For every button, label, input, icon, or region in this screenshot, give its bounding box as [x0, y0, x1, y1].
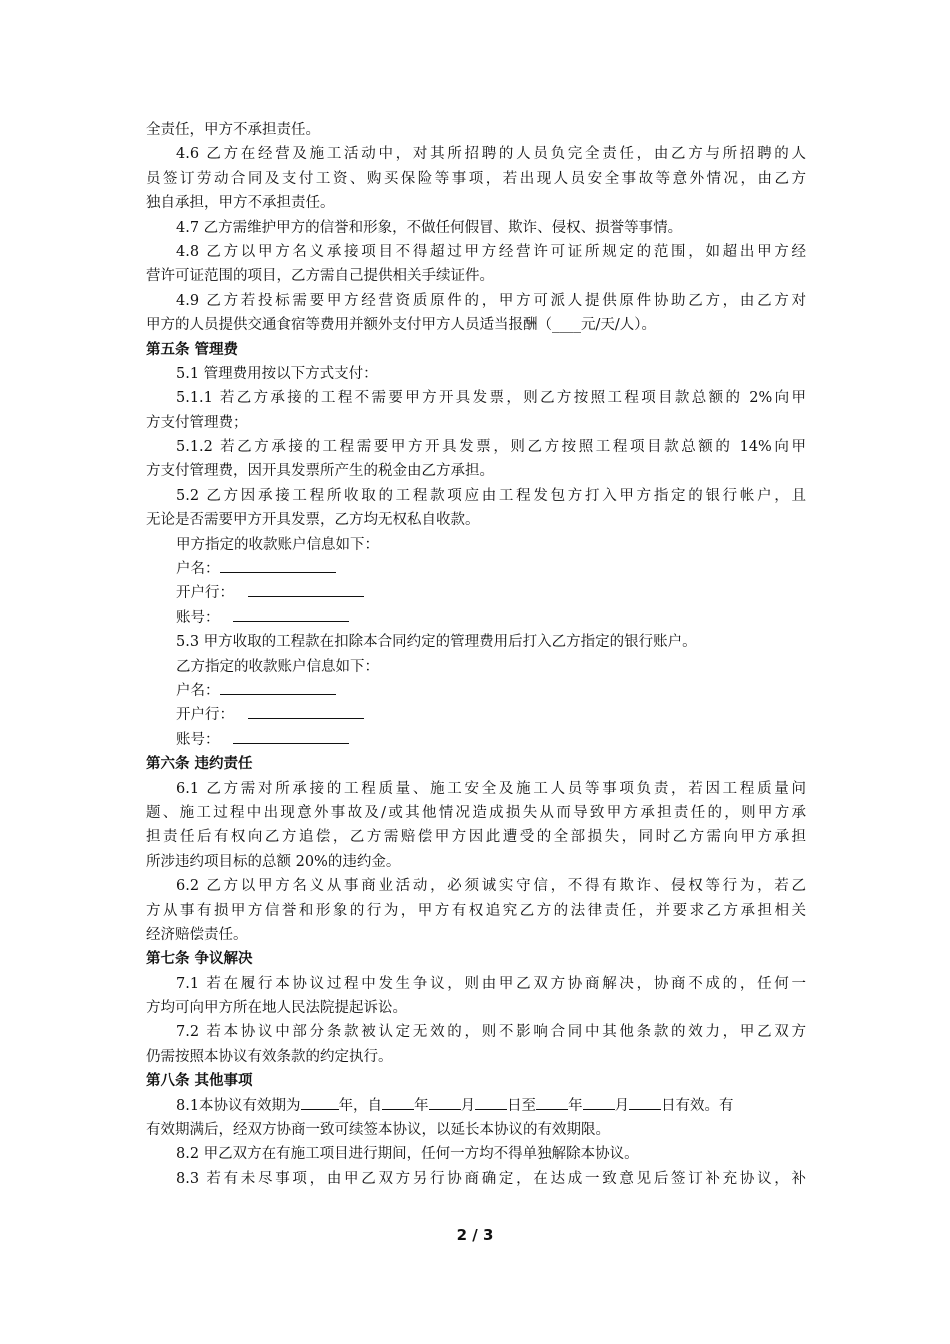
clause-4-8: 4.8 乙方以甲方名义承接项目不得超过甲方经营许可证所规定的范围，如超出甲方经 — [176, 243, 806, 260]
text-line: 甲方的人员提供交通食宿等费用并额外支付甲方人员适当报酬（____元/天/人）。 — [146, 317, 657, 334]
clause-5-3: 5.3 甲方收取的工程款在扣除本合同约定的管理费用后打入乙方指定的银行账户。 — [176, 634, 697, 651]
text-line: 担责任后有权向乙方追偿，乙方需赔偿甲方因此遭受的全部损失，同时乙方需向甲方承担 — [146, 829, 806, 846]
bank-blank[interactable] — [248, 581, 364, 597]
text-line: 全责任，甲方不承担责任。 — [146, 122, 320, 138]
clause-7-1: 7.1 若在履行本协议过程中发生争议，则由甲乙双方协商解决，协商不成的，任何一 — [176, 975, 806, 992]
clause-5-2: 5.2 乙方因承接工程所收取的工程款项应由工程发包方打入甲方指定的银行帐户，且 — [176, 487, 806, 504]
account-name-blank[interactable] — [220, 557, 336, 573]
text-line: 无论是否需要甲方开具发票，乙方均无权私自收款。 — [146, 512, 480, 529]
page-separator: / — [472, 1226, 478, 1244]
validity-unit: 年，自 — [338, 1097, 383, 1114]
validity-unit: 日至 — [507, 1097, 537, 1114]
account-name-blank[interactable] — [220, 679, 336, 695]
section-heading-5: 第五条 管理费 — [146, 341, 239, 358]
account-no-blank[interactable] — [233, 606, 349, 622]
clause-6-1: 6.1 乙方需对所承接的工程质量、施工安全及施工人员等事项负责，若因工程质量问 — [176, 780, 806, 797]
clause-7-2: 7.2 若本协议中部分条款被认定无效的，则不影响合同中其他条款的效力，甲乙双方 — [176, 1024, 806, 1041]
party-a-account-intro: 甲方指定的收款账户信息如下： — [176, 536, 379, 553]
section-heading-6: 第六条 违约责任 — [146, 756, 253, 773]
validity-unit: 月 — [614, 1097, 630, 1114]
validity-unit: 日有效。有 — [661, 1097, 734, 1114]
clause-8-1 — [146, 1094, 806, 1118]
account-no-label: 账号： — [176, 609, 220, 626]
bank-blank[interactable] — [248, 703, 364, 719]
text-line: 题、施工过程中出现意外事故及/或其他情况造成损失从而导致甲方承担责任的，则甲方承 — [146, 804, 806, 821]
text-line: 经济赔偿责任。 — [146, 926, 248, 943]
account-name-label: 户名： — [176, 682, 220, 699]
text-line: 独自承担，甲方不承担责任。 — [146, 195, 335, 212]
validity-prefix: 8.1本协议有效期为 — [176, 1097, 301, 1114]
clause-5-1-1: 5.1.1 若乙方承接的工程不需要甲方开具发票，则乙方按照工程项目款总额的 2%向甲 — [176, 390, 806, 407]
start-year-blank[interactable] — [382, 1094, 414, 1110]
clause-5-1-2: 5.1.2 若乙方承接的工程需要甲方开具发票，则乙方按照工程项目款总额的 14%向甲 — [176, 439, 806, 456]
text-line: 员签订劳动合同及支付工资、购买保险等事项，若出现人员安全事故等意外情况，由乙方 — [146, 170, 806, 187]
text-line: 有效期满后，经双方协商一致可续签本协议，以延长本协议的有效期限。 — [146, 1122, 610, 1139]
party-a-account-no-row — [146, 606, 806, 630]
party-a-account-name-row — [146, 557, 806, 581]
end-year-blank[interactable] — [536, 1094, 568, 1110]
start-day-blank[interactable] — [475, 1094, 507, 1110]
clause-5-1: 5.1 管理费用按以下方式支付： — [176, 365, 378, 382]
text-line: 方从事有损甲方信誉和形象的行为，甲方有权追究乙方的法律责任，并要求乙方承担相关 — [146, 902, 806, 919]
bank-label: 开户行： — [176, 707, 234, 724]
party-b-account-name-row — [146, 679, 806, 703]
clause-8-3: 8.3 若有未尽事项，由甲乙双方另行协商确定，在达成一致意见后签订补充协议，补 — [176, 1170, 806, 1187]
validity-years-blank[interactable] — [301, 1094, 339, 1110]
validity-unit: 年 — [568, 1097, 583, 1114]
party-b-bank-row — [146, 703, 806, 727]
account-no-label: 账号： — [176, 731, 220, 748]
bank-label: 开户行： — [176, 585, 234, 602]
text-line: 营许可证范围的项目，乙方需自己提供相关手续证件。 — [146, 268, 494, 285]
clause-4-6: 4.6 乙方在经营及施工活动中，对其所招聘的人员负完全责任，由乙方与所招聘的人 — [176, 146, 806, 163]
validity-unit: 月 — [460, 1097, 476, 1114]
text-line: 所涉违约项目标的总额 20%的违约金。 — [146, 853, 401, 870]
section-heading-7: 第七条 争议解决 — [146, 951, 253, 968]
text-line: 方均可向甲方所在地人民法院提起诉讼。 — [146, 1000, 407, 1017]
clause-6-2: 6.2 乙方以甲方名义从事商业活动，必须诚实守信，不得有欺诈、侵权等行为，若乙 — [176, 878, 806, 895]
end-day-blank[interactable] — [629, 1094, 661, 1110]
validity-unit: 年 — [414, 1097, 429, 1114]
start-month-blank[interactable] — [429, 1094, 461, 1110]
party-a-bank-row — [146, 581, 806, 605]
account-no-blank[interactable] — [233, 728, 349, 744]
text-line: 仍需按照本协议有效条款的约定执行。 — [146, 1048, 393, 1065]
clause-4-9: 4.9 乙方若投标需要甲方经营资质原件的，甲方可派人提供原件协助乙方，由乙方对 — [176, 292, 806, 309]
clause-8-2: 8.2 甲乙双方在有施工项目进行期间，任何一方均不得单独解除本协议。 — [176, 1146, 639, 1163]
account-name-label: 户名： — [176, 561, 220, 578]
section-heading-8: 第八条 其他事项 — [146, 1073, 253, 1090]
document-body — [146, 118, 806, 1191]
text-line: 方支付管理费，因开具发票所产生的税金由乙方承担。 — [146, 463, 494, 480]
party-b-account-intro: 乙方指定的收款账户信息如下： — [176, 658, 379, 675]
clause-4-7: 4.7 乙方需维护甲方的信誉和形象，不做任何假冒、欺诈、侵权、损誉等事情。 — [176, 219, 683, 236]
page-number — [0, 1226, 950, 1244]
current-page: 2 — [456, 1226, 468, 1244]
text-line: 方支付管理费； — [146, 414, 248, 431]
end-month-blank[interactable] — [583, 1094, 615, 1110]
party-b-account-no-row — [146, 728, 806, 752]
total-pages: 3 — [482, 1226, 494, 1244]
